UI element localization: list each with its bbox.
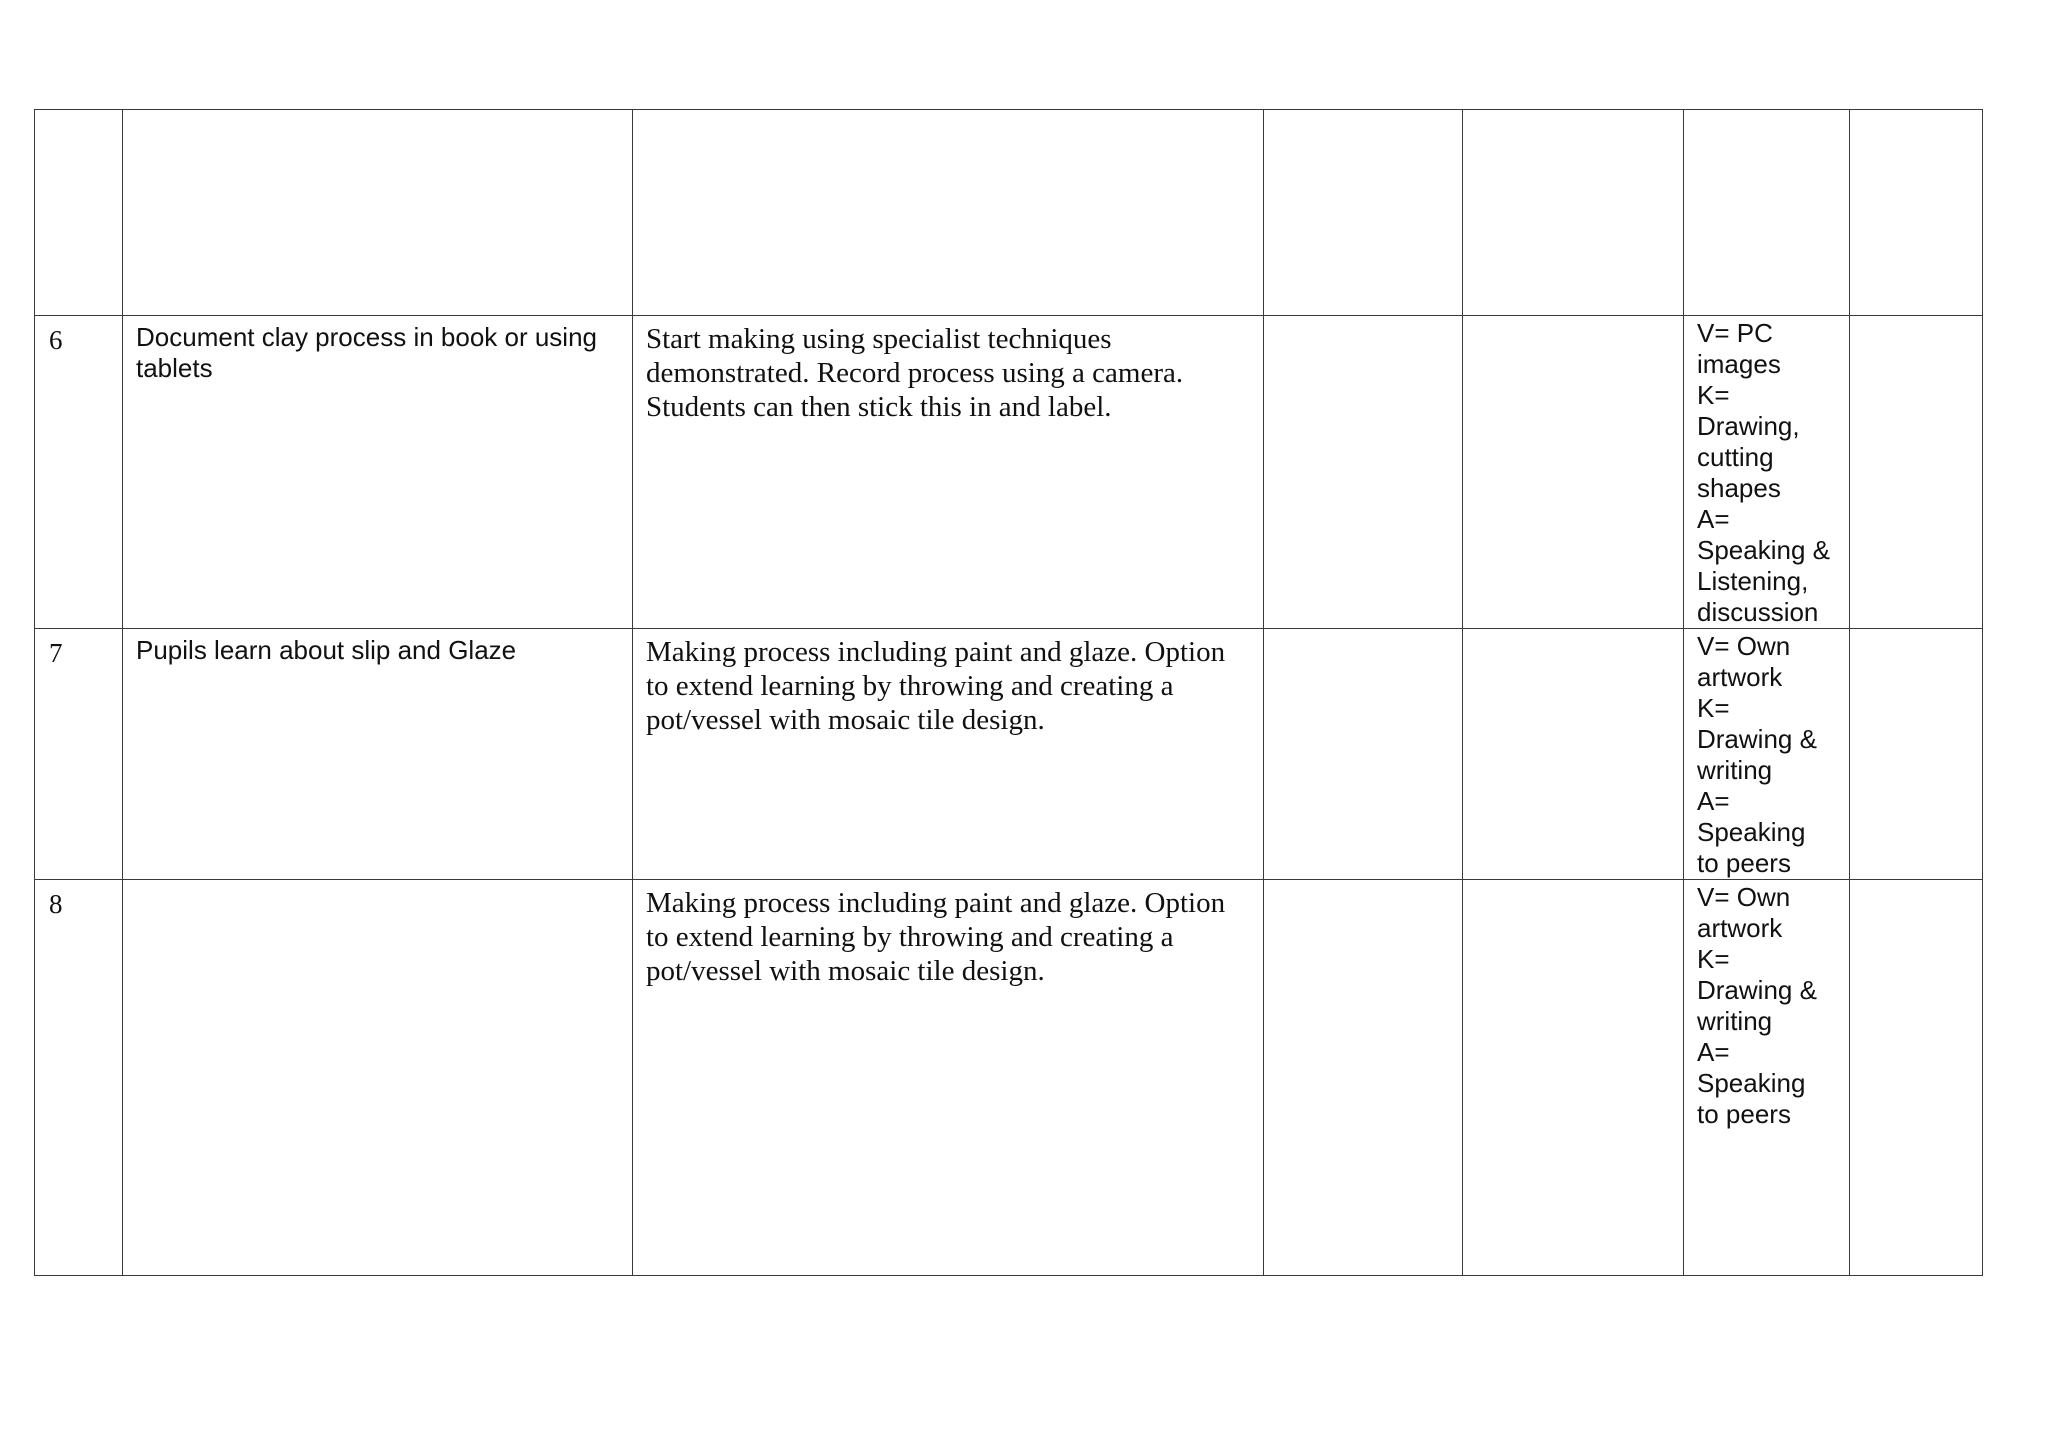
objective-cell: Pupils learn about slip and Glaze <box>123 629 633 880</box>
empty-cell <box>1463 110 1684 316</box>
vak-line: Speaking <box>1697 817 1806 847</box>
empty-cell <box>1463 880 1684 1276</box>
vak-line: to peers <box>1697 848 1791 878</box>
vak-line: Speaking & <box>1697 535 1830 565</box>
vak-line: discussion <box>1697 597 1819 627</box>
vak-line: Drawing, <box>1697 411 1800 441</box>
vak-line: writing <box>1697 1006 1773 1036</box>
table-row <box>35 880 1983 1276</box>
empty-cell <box>1850 629 1983 880</box>
vak-line: Speaking <box>1697 1068 1806 1098</box>
table-row <box>35 629 1983 880</box>
vak-line: A= <box>1697 786 1730 816</box>
objective-cell <box>123 110 633 316</box>
empty-cell <box>1850 110 1983 316</box>
vak-line: K= <box>1697 693 1730 723</box>
vak-line: Listening, <box>1697 566 1809 596</box>
vak-line: shapes <box>1697 473 1781 503</box>
table-row <box>35 110 1983 316</box>
activity-cell <box>633 110 1264 316</box>
empty-cell <box>1264 316 1463 629</box>
lesson-number-cell: 7 <box>35 629 123 880</box>
vak-cell <box>1684 316 1850 629</box>
vak-line: artwork <box>1697 662 1783 692</box>
activity-cell: Making process including paint and glaze. Option to extend learning by throwing and creating a pot/vessel with mosaic tile design. <box>633 629 1264 880</box>
vak-line: Drawing & <box>1697 975 1817 1005</box>
lesson-number-cell <box>35 110 123 316</box>
empty-cell <box>1850 316 1983 629</box>
vak-line: V= Own <box>1697 631 1791 661</box>
activity-cell: Making process including paint and glaze. Option to extend learning by throwing and creating a pot/vessel with mosaic tile design. <box>633 880 1264 1276</box>
vak-list <box>1684 880 1849 1130</box>
empty-cell <box>1463 316 1684 629</box>
vak-list <box>1684 316 1849 628</box>
vak-cell <box>1684 110 1850 316</box>
empty-cell <box>1850 880 1983 1276</box>
objective-cell: Document clay process in book or using tablets <box>123 316 633 629</box>
vak-line: writing <box>1697 755 1773 785</box>
empty-cell <box>1264 880 1463 1276</box>
lesson-plan-table <box>34 109 1983 1276</box>
vak-line: K= <box>1697 380 1730 410</box>
vak-line: images <box>1697 349 1781 379</box>
vak-line: K= <box>1697 944 1730 974</box>
activity-cell: Start making using specialist techniques demonstrated. Record process using a camera. Students can then stick this in and label. <box>633 316 1264 629</box>
objective-cell <box>123 880 633 1276</box>
empty-cell <box>1264 629 1463 880</box>
vak-cell <box>1684 629 1850 880</box>
lesson-number-cell: 8 <box>35 880 123 1276</box>
vak-line: artwork <box>1697 913 1783 943</box>
vak-line: Drawing & <box>1697 724 1817 754</box>
vak-line: A= <box>1697 504 1730 534</box>
table-row <box>35 316 1983 629</box>
vak-line: to peers <box>1697 1099 1791 1129</box>
empty-cell <box>1463 629 1684 880</box>
vak-list <box>1684 629 1849 879</box>
vak-line: cutting <box>1697 442 1774 472</box>
empty-cell <box>1264 110 1463 316</box>
lesson-number-cell: 6 <box>35 316 123 629</box>
vak-cell <box>1684 880 1850 1276</box>
vak-line: A= <box>1697 1037 1730 1067</box>
vak-line: V= PC <box>1697 318 1773 348</box>
vak-line: V= Own <box>1697 882 1791 912</box>
